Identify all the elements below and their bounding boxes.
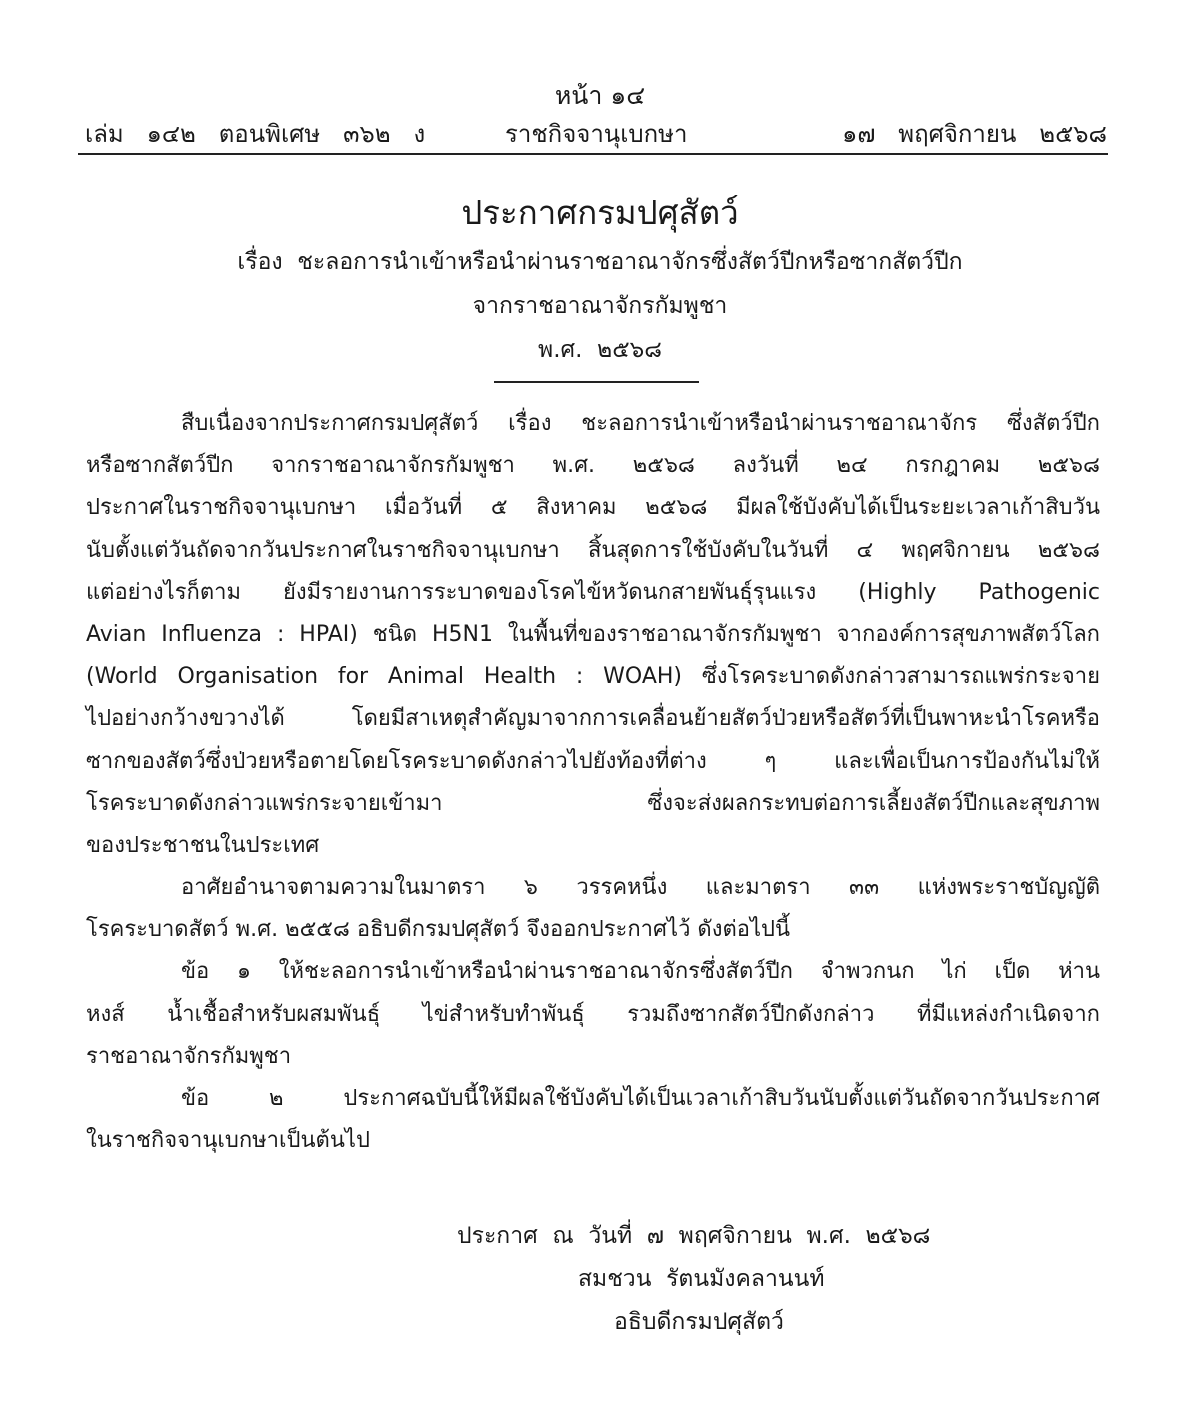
volume-issue: เล่ม ๑๔๒ ตอนพิเศษ ๓๖๒ ง [85,120,426,148]
body-line: ไปอย่างกว้างขวางได้ โดยมีสาเหตุสำคัญมาจากการเคลื่อนย้ายสัตว์ป่วยหรือสัตว์ที่เป็นพาหะนำโรคหรือ [86,706,1100,732]
clause-1-line: หงส์ น้ำเชื้อสำหรับผสมพันธุ์ ไข่สำหรับทำพันธุ์ รวมถึงซากสัตว์ปีกดังกล่าว ที่มีแหล่งกำเนิดจาก [86,1001,1100,1027]
body-line: โรคระบาดดังกล่าวแพร่กระจายเข้ามา ซึ่งจะส่งผลกระทบต่อการเลี้ยงสัตว์ปีกและสุขภาพ [86,790,1100,816]
body-line: โรคระบาดสัตว์ พ.ศ. ๒๕๕๘ อธิบดีกรมปศุสัตว์ จึงออกประกาศไว้ ดังต่อไปนี้ [86,917,791,943]
body-line: แต่อย่างไรก็ตาม ยังมีรายงานการระบาดของโรคไข้หวัดนกสายพันธุ์รุนแรง (Highly Pathogenic [86,579,1100,605]
announcement-title: ประกาศกรมปศุสัตว์ [461,193,739,232]
clause-1-line: ราชอาณาจักรกัมพูชา [86,1043,292,1069]
gazette-header [85,114,1107,148]
subject-line-2: จากราชอาณาจักรกัมพูชา [472,293,728,319]
signature-date: ประกาศ ณ วันที่ ๗ พฤศจิกายน พ.ศ. ๒๕๖๘ [457,1223,931,1249]
subject-line-1: เรื่อง ชะลอการนำเข้าหรือนำผ่านราชอาณาจักรซึ่งสัตว์ปีกหรือซากสัตว์ปีก [237,249,963,275]
body-line: Avian Influenza : HPAI) ชนิด H5N1 ในพื้นที่ของราชอาณาจักรกัมพูชา จากองค์การสุขภาพสัตว์โลก [86,621,1100,647]
signatory-position: อธิบดีกรมปศุสัตว์ [614,1309,784,1335]
clause-2-line: ในราชกิจจานุเบกษาเป็นต้นไป [86,1128,370,1154]
signatory-name: สมชวน รัตนมังคลานนท์ [578,1266,825,1292]
gazette-name: ราชกิจจานุเบกษา [505,120,688,148]
announcement-subject [0,240,1200,372]
clause-2-line: ข้อ ๒ ประกาศฉบับนี้ให้มีผลใช้บังคับได้เป็นเวลาเก้าสิบวันนับตั้งแต่วันถัดจากวันประกาศ [181,1086,1100,1111]
body-line: อาศัยอำนาจตามความในมาตรา ๖ วรรคหนึ่ง และมาตรา ๓๓ แห่งพระราชบัญญัติ [181,875,1100,901]
announcement-body [86,403,1100,1162]
body-line: (World Organisation for Animal Health : WOAH) ซึ่งโรคระบาดดังกล่าวสามารถแพร่กระจาย [86,664,1100,690]
body-line: ประกาศในราชกิจจานุเบกษา เมื่อวันที่ ๕ สิงหาคม ๒๕๖๘ มีผลใช้บังคับได้เป็นระยะเวลาเก้าสิบวัน [86,495,1100,521]
title-divider [494,381,699,383]
body-line: หรือซากสัตว์ปีก จากราชอาณาจักรกัมพูชา พ.ศ. ๒๕๖๘ ลงวันที่ ๒๔ กรกฎาคม ๒๕๖๘ [86,453,1100,479]
body-line: สืบเนื่องจากประกาศกรมปศุสัตว์ เรื่อง ชะลอการนำเข้าหรือนำผ่านราชอาณาจักร ซึ่งสัตว์ปีก [181,411,1100,436]
body-line: ซากของสัตว์ซึ่งป่วยหรือตายโดยโรคระบาดดังกล่าวไปยังท้องที่ต่าง ๆ และเพื่อเป็นการป้องกันไม่ให้ [86,748,1100,774]
body-line: ของประชาชนในประเทศ [86,832,320,858]
publication-date: ๑๗ พฤศจิกายน ๒๕๖๘ [842,120,1107,148]
page-number: หน้า ๑๔ [554,81,646,110]
body-line: นับตั้งแต่วันถัดจากวันประกาศในราชกิจจานุเบกษา สิ้นสุดการใช้บังคับในวันที่ ๔ พฤศจิกายน ๒๕๖๘ [86,537,1100,563]
clause-1-line: ข้อ ๑ ให้ชะลอการนำเข้าหรือนำผ่านราชอาณาจักรซึ่งสัตว์ปีก จำพวกนก ไก่ เป็ด ห่าน [181,959,1100,985]
subject-line-3: พ.ศ. ๒๕๖๘ [538,337,662,363]
header-divider [78,153,1108,155]
